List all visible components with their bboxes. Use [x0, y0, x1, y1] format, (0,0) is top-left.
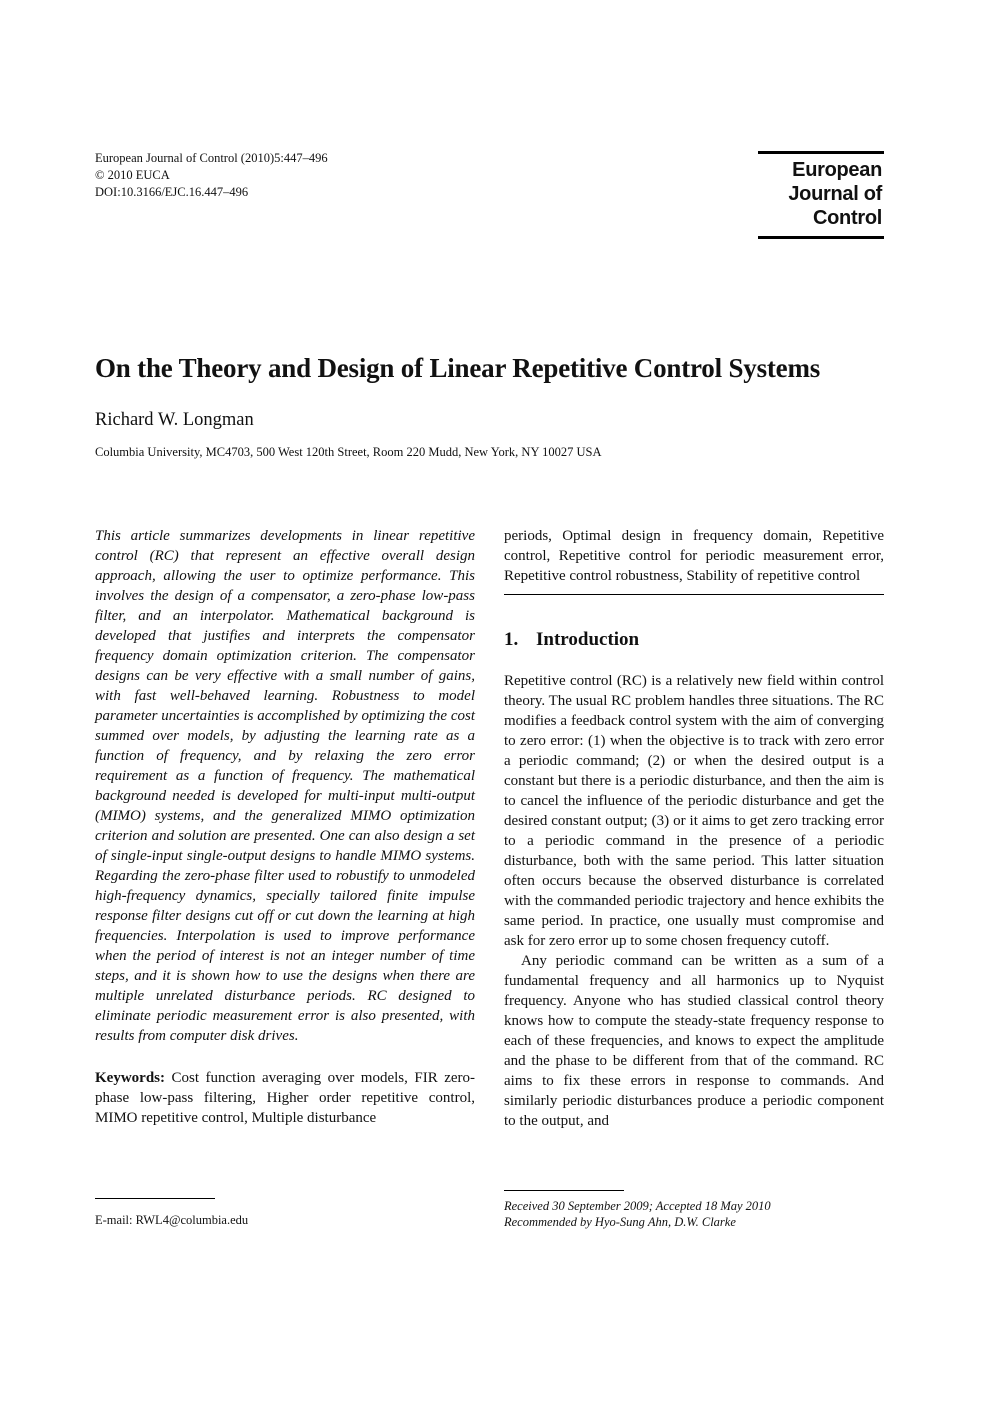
journal-citation: [95, 150, 328, 201]
keywords-divider: [504, 594, 884, 595]
citation-line-journal: European Journal of Control (2010)5:447–496: [95, 151, 328, 165]
left-column: [95, 526, 475, 1128]
footnote-rule-right: [504, 1190, 624, 1191]
received-info: [504, 1198, 771, 1230]
keywords-left: [95, 1068, 475, 1128]
footnote-rule-left: [95, 1198, 215, 1199]
logo-bottom-bar: [758, 236, 884, 239]
received-dates: Received 30 September 2009; Accepted 18 May 2010: [504, 1199, 771, 1213]
section-number: 1.: [504, 629, 519, 650]
author-email: E-mail: RWL4@columbia.edu: [95, 1213, 249, 1227]
paper-title: On the Theory and Design of Linear Repetitive Control Systems: [95, 353, 821, 383]
abstract: This article summarizes developments in linear repetitive control (RC) that represent an effective overall design approach, allowing the user to optimize performance. This involves the design of a compensator, a zero-phase low-pass filter, and an interpolator. Mathematical background is developed that justifies and interprets the compensator frequency domain optimization criterion. The compensator designs can be very effective with a small number of gains, with fast well-behaved learning. Robustness to model parameter uncertainties is accomplished by optimizing the cost summed over models, by adjusting the learning rate as a function of frequency, and by relaxing the zero error requirement as a function of frequency. The mathematical background needed is developed for multi-input multi-output (MIMO) systems, and the generalized MIMO optimization criterion and solution are presented. One can also design a set of single-input single-output designs to handle MIMO systems. Regarding the zero-phase filter used to robustify to unmodeled high-frequency dynamics, specially tailored finite impulse response filter designs cut off or cut down the learning at high frequencies. Interpolation is used to improve performance when the period of interest is not an integer number of time steps, and it is shown how to use the designs when there are multiple unrelated disturbance periods. RC designed to eliminate periodic measurement error is also presented, with results from computer disk drives.: [95, 528, 475, 1044]
logo-line-3: Control: [813, 207, 882, 229]
logo-line-2: Journal of: [788, 183, 882, 205]
recommended-by: Recommended by Hyo-Sung Ahn, D.W. Clarke: [504, 1215, 736, 1229]
keywords-label: Keywords:: [95, 1070, 165, 1086]
author-affiliation: Columbia University, MC4703, 500 West 120th Street, Room 220 Mudd, New York, NY 10027 USA: [95, 445, 602, 459]
logo-wordmark: [758, 154, 884, 236]
citation-line-copyright: © 2010 EUCA: [95, 168, 170, 182]
citation-line-doi: DOI:10.3166/EJC.16.447–496: [95, 185, 249, 199]
author-name: Richard W. Longman: [95, 410, 254, 430]
section-heading-introduction: [504, 629, 884, 651]
right-column: [504, 526, 884, 1131]
intro-paragraph-2: Any periodic command can be written as a sum of a fundamental frequency and all harmonics up to Nyquist frequency. Anyone who has studied classical control theory knows how to compute the steady-state frequency response to each of these frequencies, and knows to expect the amplitude and the phase to be different from that of the command. RC aims to fix these errors in response to commands. And similarly periodic disturbances produce a periodic component to the output, and: [504, 953, 884, 1129]
journal-logo: [758, 151, 884, 239]
intro-paragraph-1: Repetitive control (RC) is a relatively new field within control theory. The usual RC problem handles three situations. The RC modifies a feedback control system with the aim of converging to zero error: (1) when the objective is to track with zero error a periodic command; (2) or when the desired output is a constant but there is a periodic disturbance, and then the aim is to cancel the influence of the periodic disturbance and get the desired constant output; (3) or it aims to get zero tracking error to a periodic command in the presence of a periodic disturbance, both with the same period. This latter situation often occurs because the observed disturbance is correlated with the commanded periodic trajectory and hence exhibits the same period. In practice, one usually must compromise and ask for zero error up to some chosen frequency cutoff.: [504, 673, 884, 949]
keywords-text-left: Cost function averaging over models, FIR zero-phase low-pass filtering, Higher order repetitive control, MIMO repetitive control, Multiple disturbance: [95, 1070, 476, 1126]
keywords-right: periods, Optimal design in frequency domain, Repetitive control, Repetitive control for periodic measurement error, Repetitive control robustness, Stability of repetitive control: [504, 528, 884, 584]
section-title: Introduction: [536, 629, 640, 650]
logo-line-1: European: [792, 159, 882, 181]
